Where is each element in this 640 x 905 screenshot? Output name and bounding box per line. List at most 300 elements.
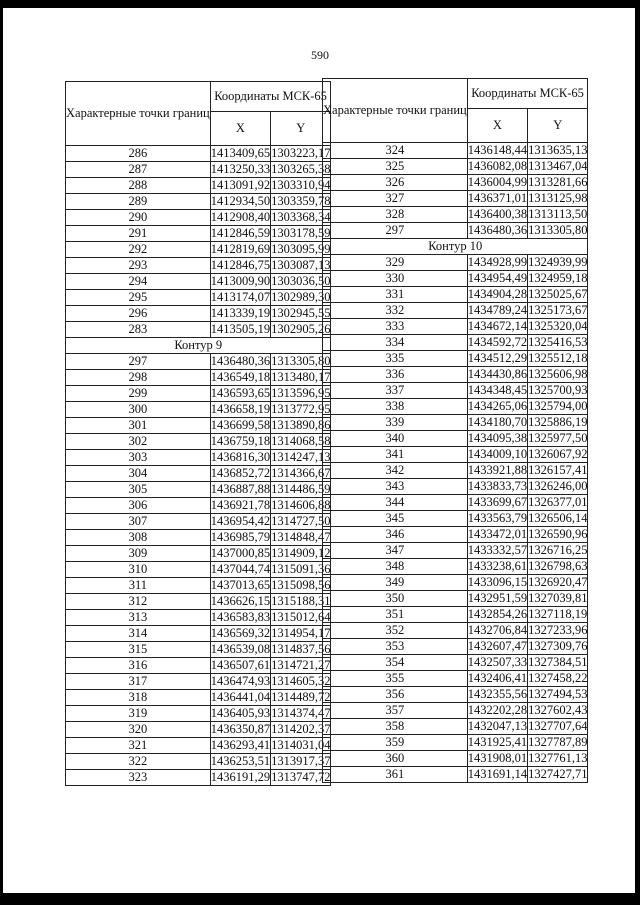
point-number-cell: 302: [66, 434, 211, 450]
point-number-cell: 322: [66, 754, 211, 770]
table-row: [323, 319, 588, 335]
point-number-cell: 360: [323, 751, 468, 767]
header-x: X: [210, 112, 270, 146]
table-row: [323, 463, 588, 479]
table-row: [66, 354, 331, 370]
contour-label: Контур 10: [323, 239, 588, 255]
y-coordinate-cell: 1314374,47: [271, 706, 331, 720]
x-coordinate-cell: 1436583,83: [210, 610, 271, 624]
x-coordinate-cell: 1436480,36: [210, 354, 271, 368]
point-number-cell: 292: [66, 242, 211, 258]
point-number-cell: 321: [66, 738, 211, 754]
x-coordinate-cell: 1432607,47: [467, 639, 528, 653]
table-row: [323, 255, 588, 271]
point-number-cell: 324: [323, 143, 468, 159]
point-number-cell: 332: [323, 303, 468, 319]
header-coordinates: Координаты МСК-65: [210, 82, 331, 112]
y-coordinate-cell: 1314954,17: [271, 626, 331, 640]
x-coordinate-cell: 1413409,65: [210, 146, 271, 160]
y-coordinate-cell: 1313772,95: [271, 402, 331, 416]
header-x: X: [467, 109, 527, 143]
x-coordinate-cell: 1436507,61: [210, 658, 271, 672]
y-coordinate-cell: 1303359,78: [271, 194, 331, 208]
x-coordinate-cell: 1436082,08: [467, 159, 528, 173]
x-coordinate-cell: 1433096,15: [467, 575, 528, 589]
y-coordinate-cell: 1325512,18: [528, 351, 588, 365]
header-y: Y: [271, 112, 331, 146]
table-row: [66, 754, 331, 770]
table-row: [66, 226, 331, 242]
point-number-cell: 352: [323, 623, 468, 639]
x-coordinate-cell: 1413505,19: [210, 322, 271, 336]
y-coordinate-cell: 1325173,67: [528, 303, 588, 317]
y-coordinate-cell: 1303036,50: [271, 274, 331, 288]
point-number-cell: 341: [323, 447, 468, 463]
contour-section-row: [323, 239, 588, 255]
y-coordinate-cell: 1313917,37: [271, 754, 331, 768]
table-body-right: [323, 143, 588, 783]
point-number-cell: 309: [66, 546, 211, 562]
x-coordinate-cell: 1432355,56: [467, 687, 528, 701]
y-coordinate-cell: 1326590,96: [528, 527, 588, 541]
y-coordinate-cell: 1325320,04: [528, 319, 588, 333]
x-coordinate-cell: 1431691,14: [467, 767, 528, 781]
x-coordinate-cell: 1434592,72: [467, 335, 528, 349]
table-row: [323, 543, 588, 559]
y-coordinate-cell: 1313480,17: [271, 370, 331, 384]
x-coordinate-cell: 1412908,40: [210, 210, 271, 224]
header-point-column: Характерные точки границ: [323, 79, 468, 143]
point-number-cell: 320: [66, 722, 211, 738]
y-coordinate-cell: 1325606,98: [528, 367, 588, 381]
point-number-cell: 336: [323, 367, 468, 383]
point-number-cell: 293: [66, 258, 211, 274]
table-row: [323, 623, 588, 639]
x-coordinate-cell: 1436921,78: [210, 498, 271, 512]
table-row: [323, 335, 588, 351]
y-coordinate-cell: 1303310,94: [271, 178, 331, 192]
x-coordinate-cell: 1433238,61: [467, 559, 528, 573]
x-coordinate-cell: 1413009,90: [210, 274, 271, 288]
table-row: [66, 514, 331, 530]
table-row: [66, 146, 331, 162]
table-row: [323, 207, 588, 223]
point-number-cell: 312: [66, 594, 211, 610]
table-row: [66, 450, 331, 466]
point-number-cell: 307: [66, 514, 211, 530]
y-coordinate-cell: 1314031,04: [271, 738, 331, 752]
x-coordinate-cell: 1433332,57: [467, 543, 528, 557]
scan-border-right: [635, 0, 640, 905]
point-number-cell: 304: [66, 466, 211, 482]
x-coordinate-cell: 1432406,41: [467, 671, 528, 685]
x-coordinate-cell: 1432706,84: [467, 623, 528, 637]
point-number-cell: 323: [66, 770, 211, 786]
point-number-cell: 361: [323, 767, 468, 783]
y-coordinate-cell: 1303178,59: [271, 226, 331, 240]
x-coordinate-cell: 1436253,51: [210, 754, 271, 768]
x-coordinate-cell: 1434928,99: [467, 255, 528, 269]
table-row: [66, 706, 331, 722]
point-number-cell: 305: [66, 482, 211, 498]
y-coordinate-cell: 1314727,50: [271, 514, 331, 528]
point-number-cell: 325: [323, 159, 468, 175]
point-number-cell: 283: [66, 322, 211, 338]
y-coordinate-cell: 1302905,26: [271, 322, 331, 336]
x-coordinate-cell: 1437044,74: [210, 562, 271, 576]
header-point-column: Характерные точки границ: [66, 82, 211, 146]
table-row: [66, 386, 331, 402]
x-coordinate-cell: 1433921,88: [467, 463, 528, 477]
table-row: [66, 290, 331, 306]
x-coordinate-cell: 1436593,65: [210, 386, 271, 400]
table-row: [66, 770, 331, 786]
point-number-cell: 291: [66, 226, 211, 242]
x-coordinate-cell: 1433563,79: [467, 511, 528, 525]
point-number-cell: 338: [323, 399, 468, 415]
table-row: [66, 178, 331, 194]
point-number-cell: 331: [323, 287, 468, 303]
x-coordinate-cell: 1434430,86: [467, 367, 528, 381]
x-coordinate-cell: 1436474,93: [210, 674, 271, 688]
point-number-cell: 308: [66, 530, 211, 546]
point-number-cell: 297: [323, 223, 468, 239]
x-coordinate-cell: 1412846,59: [210, 226, 271, 240]
y-coordinate-cell: 1314721,27: [271, 658, 331, 672]
x-coordinate-cell: 1432951,59: [467, 591, 528, 605]
x-coordinate-cell: 1436539,08: [210, 642, 271, 656]
x-coordinate-cell: 1412819,69: [210, 242, 271, 256]
point-number-cell: 348: [323, 559, 468, 575]
y-coordinate-cell: 1325416,53: [528, 335, 588, 349]
x-coordinate-cell: 1434954,49: [467, 271, 528, 285]
y-coordinate-cell: 1327494,53: [528, 687, 588, 701]
x-coordinate-cell: 1433833,73: [467, 479, 528, 493]
x-coordinate-cell: 1436852,72: [210, 466, 271, 480]
y-coordinate-cell: 1314366,67: [271, 466, 331, 480]
x-coordinate-cell: 1431908,01: [467, 751, 528, 765]
y-coordinate-cell: 1314909,12: [271, 546, 331, 560]
x-coordinate-cell: 1436954,42: [210, 514, 271, 528]
point-number-cell: 351: [323, 607, 468, 623]
table-row: [66, 322, 331, 338]
x-coordinate-cell: 1436371,01: [467, 191, 528, 205]
table-row: [66, 418, 331, 434]
table-row: [323, 767, 588, 783]
x-coordinate-cell: 1434095,38: [467, 431, 528, 445]
point-number-cell: 333: [323, 319, 468, 335]
table-row: [323, 447, 588, 463]
table-row: [66, 466, 331, 482]
table-row: [323, 431, 588, 447]
x-coordinate-cell: 1436400,38: [467, 207, 528, 221]
x-coordinate-cell: 1436549,18: [210, 370, 271, 384]
y-coordinate-cell: 1327118,19: [528, 607, 588, 621]
contour-section-row: [66, 338, 331, 354]
y-coordinate-cell: 1324939,99: [528, 255, 588, 269]
x-coordinate-cell: 1434512,29: [467, 351, 528, 365]
table-row: [323, 719, 588, 735]
x-coordinate-cell: 1413250,33: [210, 162, 271, 176]
x-coordinate-cell: 1436480,36: [467, 223, 528, 237]
table-row: [323, 687, 588, 703]
y-coordinate-cell: 1327761,13: [528, 751, 588, 765]
x-coordinate-cell: 1434904,28: [467, 287, 528, 301]
y-coordinate-cell: 1303223,17: [271, 146, 331, 160]
scan-border-left: [0, 0, 3, 905]
x-coordinate-cell: 1432202,28: [467, 703, 528, 717]
table-row: [323, 575, 588, 591]
point-number-cell: 353: [323, 639, 468, 655]
x-coordinate-cell: 1436985,79: [210, 530, 271, 544]
x-coordinate-cell: 1436816,30: [210, 450, 271, 464]
x-coordinate-cell: 1436759,18: [210, 434, 271, 448]
y-coordinate-cell: 1326716,25: [528, 543, 588, 557]
x-coordinate-cell: 1434265,06: [467, 399, 528, 413]
table-row: [323, 559, 588, 575]
y-coordinate-cell: 1327427,71: [528, 767, 588, 781]
point-number-cell: 326: [323, 175, 468, 191]
y-coordinate-cell: 1327233,96: [528, 623, 588, 637]
point-number-cell: 343: [323, 479, 468, 495]
x-coordinate-cell: 1433472,01: [467, 527, 528, 541]
x-coordinate-cell: 1434009,10: [467, 447, 528, 461]
table-row: [66, 402, 331, 418]
point-number-cell: 327: [323, 191, 468, 207]
x-coordinate-cell: 1434672,14: [467, 319, 528, 333]
point-number-cell: 316: [66, 658, 211, 674]
coordinates-table-right: [322, 78, 588, 783]
x-coordinate-cell: 1436699,58: [210, 418, 271, 432]
point-number-cell: 342: [323, 463, 468, 479]
point-number-cell: 295: [66, 290, 211, 306]
y-coordinate-cell: 1313747,72: [271, 770, 331, 784]
y-coordinate-cell: 1314486,59: [271, 482, 331, 496]
point-number-cell: 328: [323, 207, 468, 223]
point-number-cell: 357: [323, 703, 468, 719]
point-number-cell: 317: [66, 674, 211, 690]
table-row: [66, 370, 331, 386]
table-row: [323, 271, 588, 287]
table-row: [66, 674, 331, 690]
x-coordinate-cell: 1413091,92: [210, 178, 271, 192]
x-coordinate-cell: 1436626,15: [210, 594, 271, 608]
table-row: [66, 594, 331, 610]
table-row: [323, 351, 588, 367]
table-row: [66, 626, 331, 642]
y-coordinate-cell: 1302989,30: [271, 290, 331, 304]
y-coordinate-cell: 1327707,64: [528, 719, 588, 733]
table-row: [323, 639, 588, 655]
point-number-cell: 300: [66, 402, 211, 418]
table-row: [323, 607, 588, 623]
point-number-cell: 349: [323, 575, 468, 591]
y-coordinate-cell: 1325025,67: [528, 287, 588, 301]
table-row: [66, 722, 331, 738]
y-coordinate-cell: 1314605,32: [271, 674, 331, 688]
table-row: [323, 495, 588, 511]
point-number-cell: 335: [323, 351, 468, 367]
y-coordinate-cell: 1327039,81: [528, 591, 588, 605]
y-coordinate-cell: 1314837,56: [271, 642, 331, 656]
table-row: [66, 434, 331, 450]
point-number-cell: 347: [323, 543, 468, 559]
table-row: [66, 210, 331, 226]
table-row: [66, 690, 331, 706]
scan-border-bottom: [0, 893, 640, 905]
x-coordinate-cell: 1413339,19: [210, 306, 271, 320]
x-coordinate-cell: 1434348,45: [467, 383, 528, 397]
y-coordinate-cell: 1324959,18: [528, 271, 588, 285]
point-number-cell: 334: [323, 335, 468, 351]
point-number-cell: 339: [323, 415, 468, 431]
table-body-left: [66, 146, 331, 786]
y-coordinate-cell: 1326920,47: [528, 575, 588, 589]
point-number-cell: 314: [66, 626, 211, 642]
table-row: [323, 223, 588, 239]
y-coordinate-cell: 1326798,63: [528, 559, 588, 573]
point-number-cell: 298: [66, 370, 211, 386]
y-coordinate-cell: 1325977,50: [528, 431, 588, 445]
x-coordinate-cell: 1436441,04: [210, 690, 271, 704]
point-number-cell: 344: [323, 495, 468, 511]
y-coordinate-cell: 1313596,95: [271, 386, 331, 400]
y-coordinate-cell: 1327309,76: [528, 639, 588, 653]
page-number: 590: [311, 48, 329, 62]
table-row: [66, 738, 331, 754]
x-coordinate-cell: 1412934,50: [210, 194, 271, 208]
point-number-cell: 319: [66, 706, 211, 722]
y-coordinate-cell: 1313125,98: [528, 191, 588, 205]
table-row: [66, 194, 331, 210]
point-number-cell: 337: [323, 383, 468, 399]
x-coordinate-cell: 1436004,99: [467, 175, 528, 189]
x-coordinate-cell: 1432507,33: [467, 655, 528, 669]
point-number-cell: 313: [66, 610, 211, 626]
y-coordinate-cell: 1326157,41: [528, 463, 588, 477]
contour-label: Контур 9: [66, 338, 331, 354]
y-coordinate-cell: 1314068,58: [271, 434, 331, 448]
y-coordinate-cell: 1313305,80: [528, 223, 588, 237]
y-coordinate-cell: 1325700,93: [528, 383, 588, 397]
coordinates-table-left: [65, 81, 331, 786]
y-coordinate-cell: 1327384,51: [528, 655, 588, 669]
point-number-cell: 310: [66, 562, 211, 578]
point-number-cell: 311: [66, 578, 211, 594]
table-row: [323, 287, 588, 303]
table-row: [323, 511, 588, 527]
y-coordinate-cell: 1303368,34: [271, 210, 331, 224]
point-number-cell: 356: [323, 687, 468, 703]
table-row: [66, 274, 331, 290]
y-coordinate-cell: 1313635,13: [528, 143, 588, 157]
table-row: [66, 498, 331, 514]
table-row: [323, 751, 588, 767]
table-row: [323, 191, 588, 207]
y-coordinate-cell: 1325886,19: [528, 415, 588, 429]
point-number-cell: 350: [323, 591, 468, 607]
point-number-cell: 340: [323, 431, 468, 447]
x-coordinate-cell: 1432047,13: [467, 719, 528, 733]
table-row: [66, 306, 331, 322]
y-coordinate-cell: 1326506,14: [528, 511, 588, 525]
table-row: [323, 383, 588, 399]
table-row: [323, 159, 588, 175]
point-number-cell: 296: [66, 306, 211, 322]
y-coordinate-cell: 1314489,72: [271, 690, 331, 704]
x-coordinate-cell: 1413174,07: [210, 290, 271, 304]
table-row: [323, 655, 588, 671]
table-row: [66, 642, 331, 658]
table-row: [323, 527, 588, 543]
y-coordinate-cell: 1302945,55: [271, 306, 331, 320]
y-coordinate-cell: 1313890,86: [271, 418, 331, 432]
y-coordinate-cell: 1315012,64: [271, 610, 331, 624]
x-coordinate-cell: 1433699,67: [467, 495, 528, 509]
x-coordinate-cell: 1436293,41: [210, 738, 271, 752]
point-number-cell: 354: [323, 655, 468, 671]
y-coordinate-cell: 1315188,31: [271, 594, 331, 608]
header-y: Y: [528, 109, 588, 143]
point-number-cell: 345: [323, 511, 468, 527]
x-coordinate-cell: 1434789,24: [467, 303, 528, 317]
point-number-cell: 346: [323, 527, 468, 543]
table-row: [66, 658, 331, 674]
point-number-cell: 288: [66, 178, 211, 194]
table-row: [66, 610, 331, 626]
y-coordinate-cell: 1327458,22: [528, 671, 588, 685]
point-number-cell: 358: [323, 719, 468, 735]
y-coordinate-cell: 1326377,01: [528, 495, 588, 509]
point-number-cell: 318: [66, 690, 211, 706]
x-coordinate-cell: 1436887,88: [210, 482, 271, 496]
table-row: [323, 175, 588, 191]
x-coordinate-cell: 1437013,65: [210, 578, 271, 592]
y-coordinate-cell: 1326067,92: [528, 447, 588, 461]
x-coordinate-cell: 1432854,26: [467, 607, 528, 621]
y-coordinate-cell: 1315091,36: [271, 562, 331, 576]
point-number-cell: 330: [323, 271, 468, 287]
table-row: [66, 546, 331, 562]
y-coordinate-cell: 1313281,66: [528, 175, 588, 189]
y-coordinate-cell: 1315098,56: [271, 578, 331, 592]
x-coordinate-cell: 1437000,85: [210, 546, 271, 560]
y-coordinate-cell: 1314848,47: [271, 530, 331, 544]
x-coordinate-cell: 1436658,19: [210, 402, 271, 416]
point-number-cell: 355: [323, 671, 468, 687]
table-row: [323, 415, 588, 431]
y-coordinate-cell: 1303087,13: [271, 258, 331, 272]
table-row: [66, 162, 331, 178]
table-row: [323, 591, 588, 607]
x-coordinate-cell: 1436350,87: [210, 722, 271, 736]
y-coordinate-cell: 1313113,50: [528, 207, 588, 221]
x-coordinate-cell: 1434180,70: [467, 415, 528, 429]
y-coordinate-cell: 1327602,43: [528, 703, 588, 717]
point-number-cell: 329: [323, 255, 468, 271]
table-row: [323, 143, 588, 159]
y-coordinate-cell: 1314247,13: [271, 450, 331, 464]
x-coordinate-cell: 1436405,93: [210, 706, 271, 720]
y-coordinate-cell: 1327787,89: [528, 735, 588, 749]
table-row: [323, 479, 588, 495]
point-number-cell: 301: [66, 418, 211, 434]
point-number-cell: 359: [323, 735, 468, 751]
table-row: [66, 530, 331, 546]
x-coordinate-cell: 1431925,41: [467, 735, 528, 749]
point-number-cell: 303: [66, 450, 211, 466]
y-coordinate-cell: 1314606,88: [271, 498, 331, 512]
